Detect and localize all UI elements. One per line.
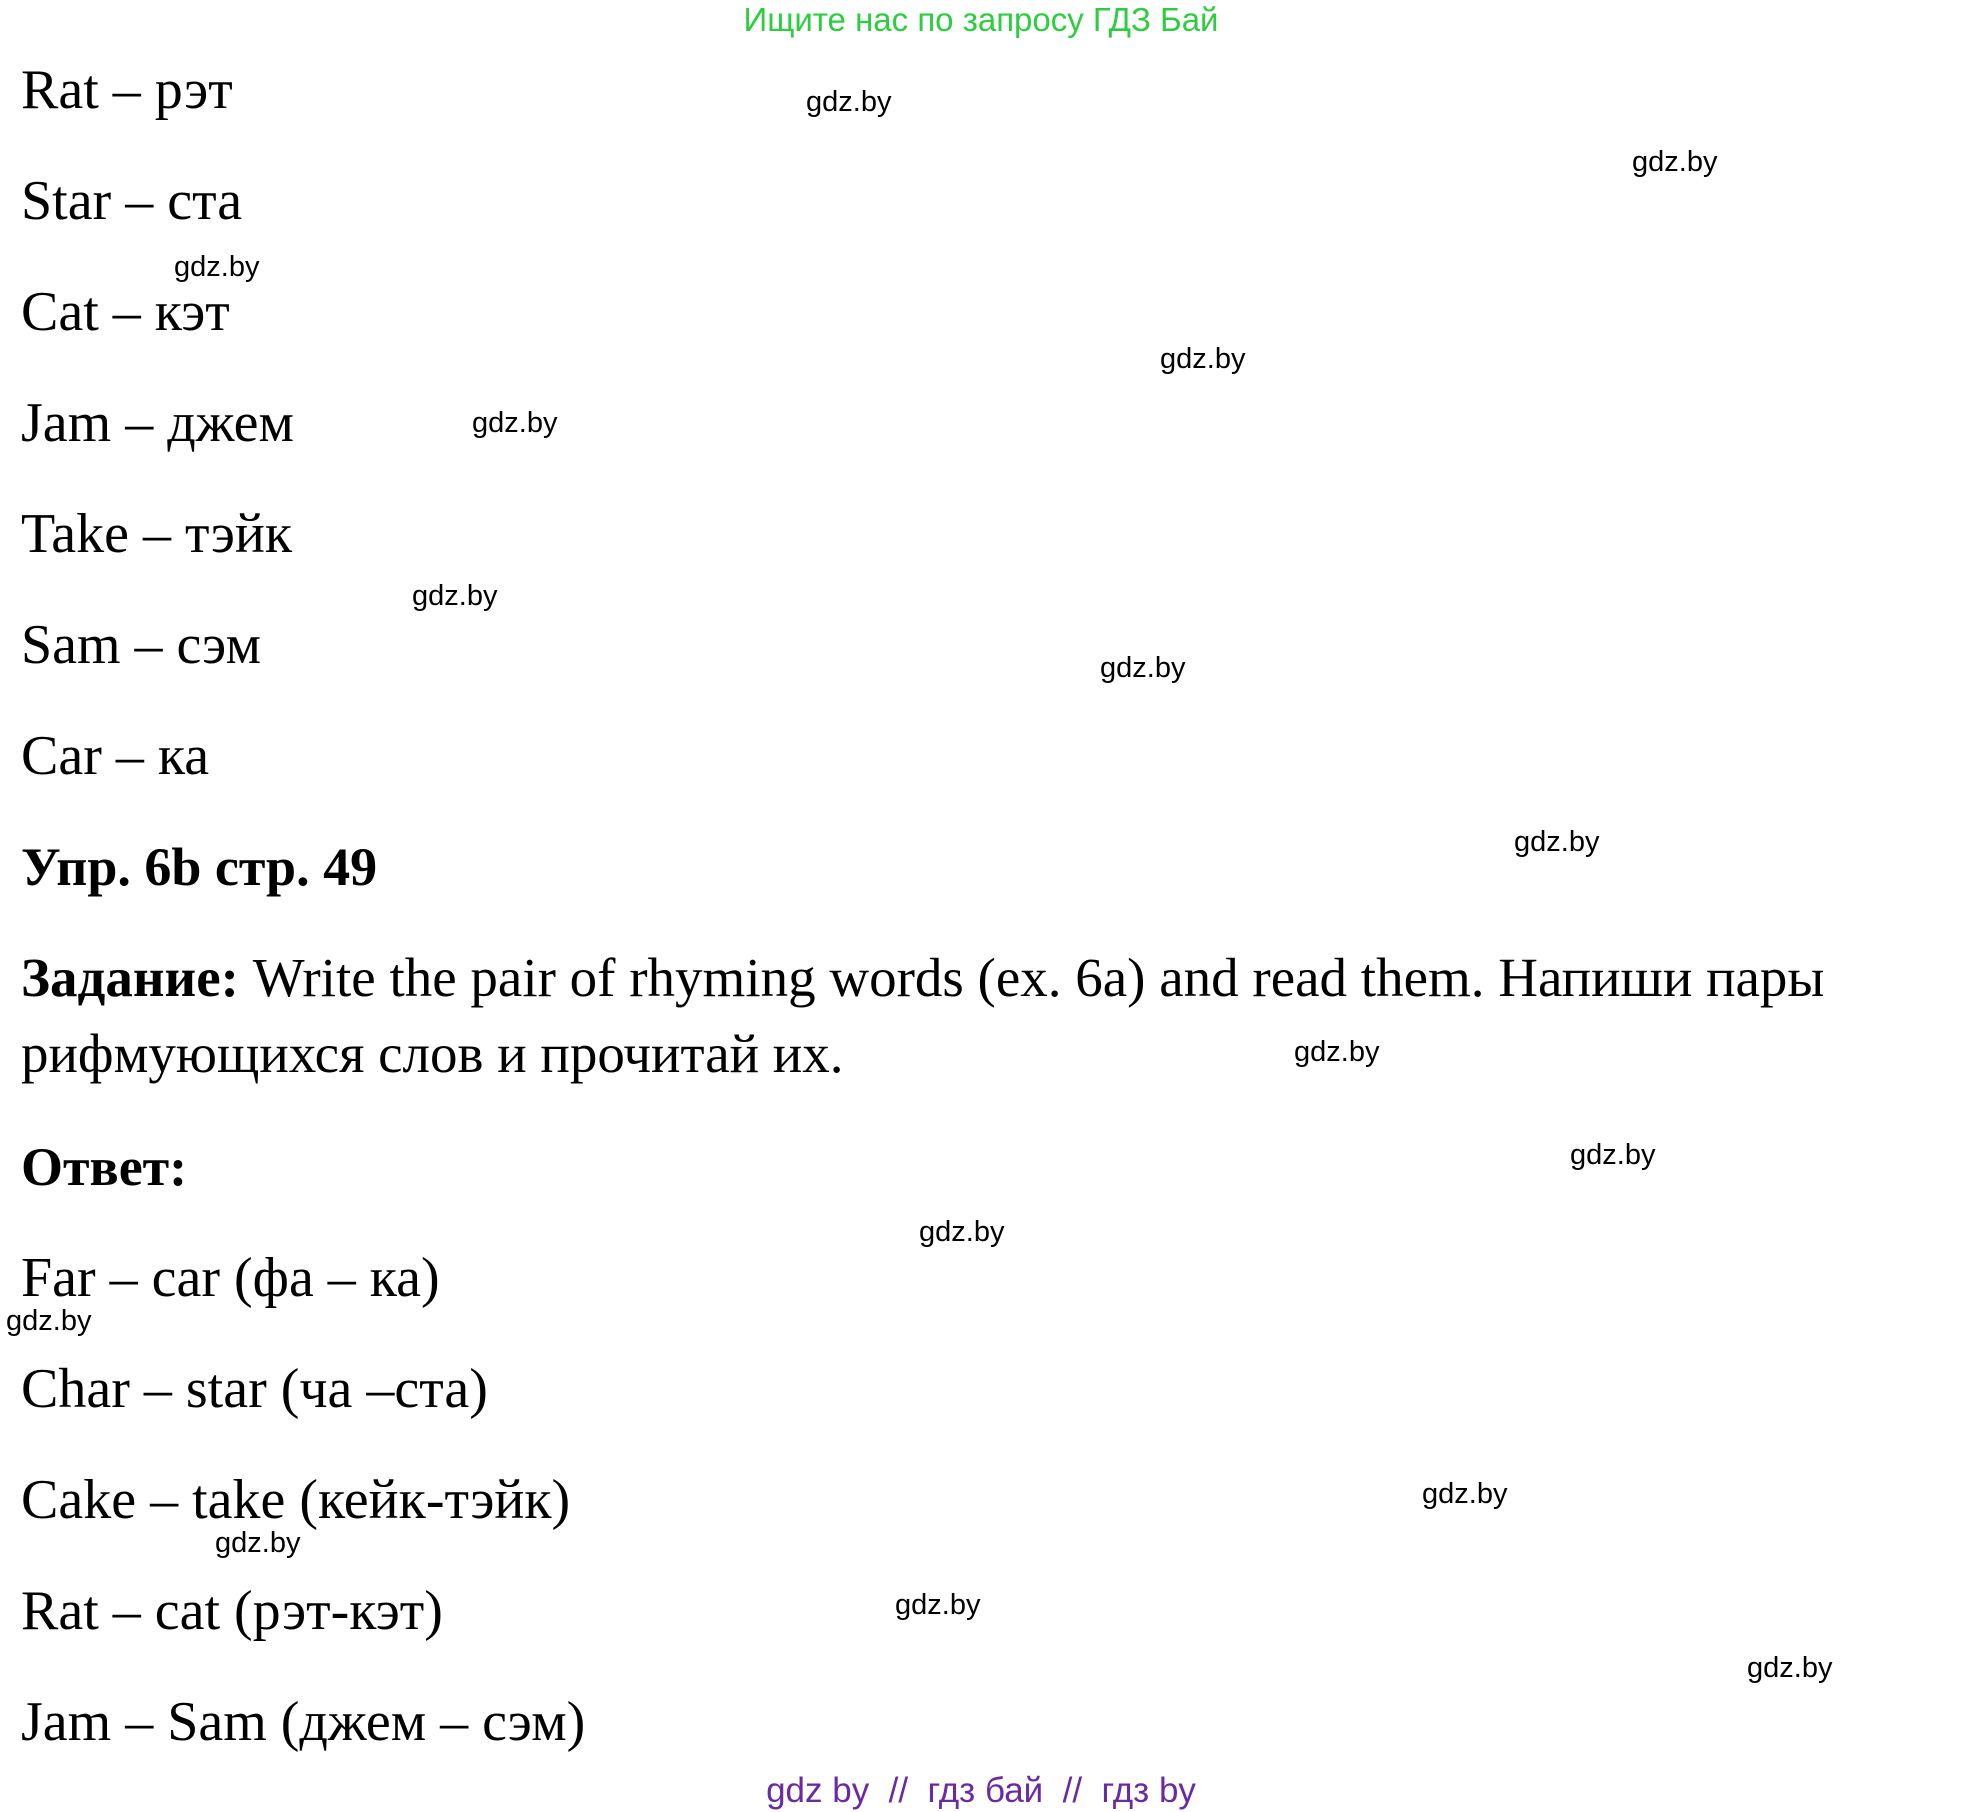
watermark: gdz.by bbox=[1294, 1036, 1380, 1068]
transcription-line-4: Jam – джем bbox=[21, 392, 294, 454]
answer-line-4: Rat – cat (рэт-кэт) bbox=[21, 1580, 443, 1642]
task-text: Write the pair of rhyming words (ex. 6a) and read them. Напиши пары рифмующихся слов и прочитай их. bbox=[21, 947, 1825, 1084]
exercise-heading: Упр. 6b стр. 49 bbox=[21, 837, 378, 897]
watermark: gdz.by bbox=[1100, 652, 1186, 684]
answer-line-5: Jam – Sam (джем – сэм) bbox=[21, 1691, 586, 1753]
transcription-line-3: Cat – кэт bbox=[21, 281, 230, 343]
transcription-line-5: Take – тэйк bbox=[21, 503, 293, 565]
transcription-line-7: Car – ка bbox=[21, 725, 210, 787]
watermark: gdz.by bbox=[1422, 1478, 1508, 1510]
transcription-line-2: Star – ста bbox=[21, 170, 243, 232]
watermark: gdz.by bbox=[895, 1589, 981, 1621]
transcription-line-6: Sam – сэм bbox=[21, 614, 262, 676]
watermark: gdz.by bbox=[1747, 1652, 1833, 1684]
watermark: gdz.by bbox=[1570, 1139, 1656, 1171]
answer-line-1: Far – car (фа – ка) bbox=[21, 1247, 440, 1309]
top-banner-link[interactable]: Ищите нас по запросу ГДЗ Бай bbox=[743, 1, 1219, 38]
watermark: gdz.by bbox=[1160, 343, 1246, 375]
watermark: gdz.by bbox=[174, 251, 260, 283]
watermark: gdz.by bbox=[215, 1527, 301, 1559]
answer-line-3: Cake – take (кейк-тэйк) bbox=[21, 1469, 571, 1531]
task-label: Задание: bbox=[21, 947, 239, 1008]
watermark: gdz.by bbox=[1514, 826, 1600, 858]
watermark: gdz.by bbox=[472, 407, 558, 439]
watermark: gdz.by bbox=[6, 1305, 92, 1337]
watermark: gdz.by bbox=[412, 580, 498, 612]
answer-line-2: Char – star (ча –ста) bbox=[21, 1358, 488, 1420]
answer-heading: Ответ: bbox=[21, 1137, 188, 1197]
footer-link[interactable]: gdz by // гдз бай // гдз by bbox=[766, 1771, 1196, 1810]
watermark: gdz.by bbox=[1632, 146, 1718, 178]
watermark: gdz.by bbox=[806, 86, 892, 118]
task-paragraph bbox=[21, 940, 1951, 1092]
watermark: gdz.by bbox=[919, 1216, 1005, 1248]
transcription-line-1: Rat – рэт bbox=[21, 59, 233, 121]
